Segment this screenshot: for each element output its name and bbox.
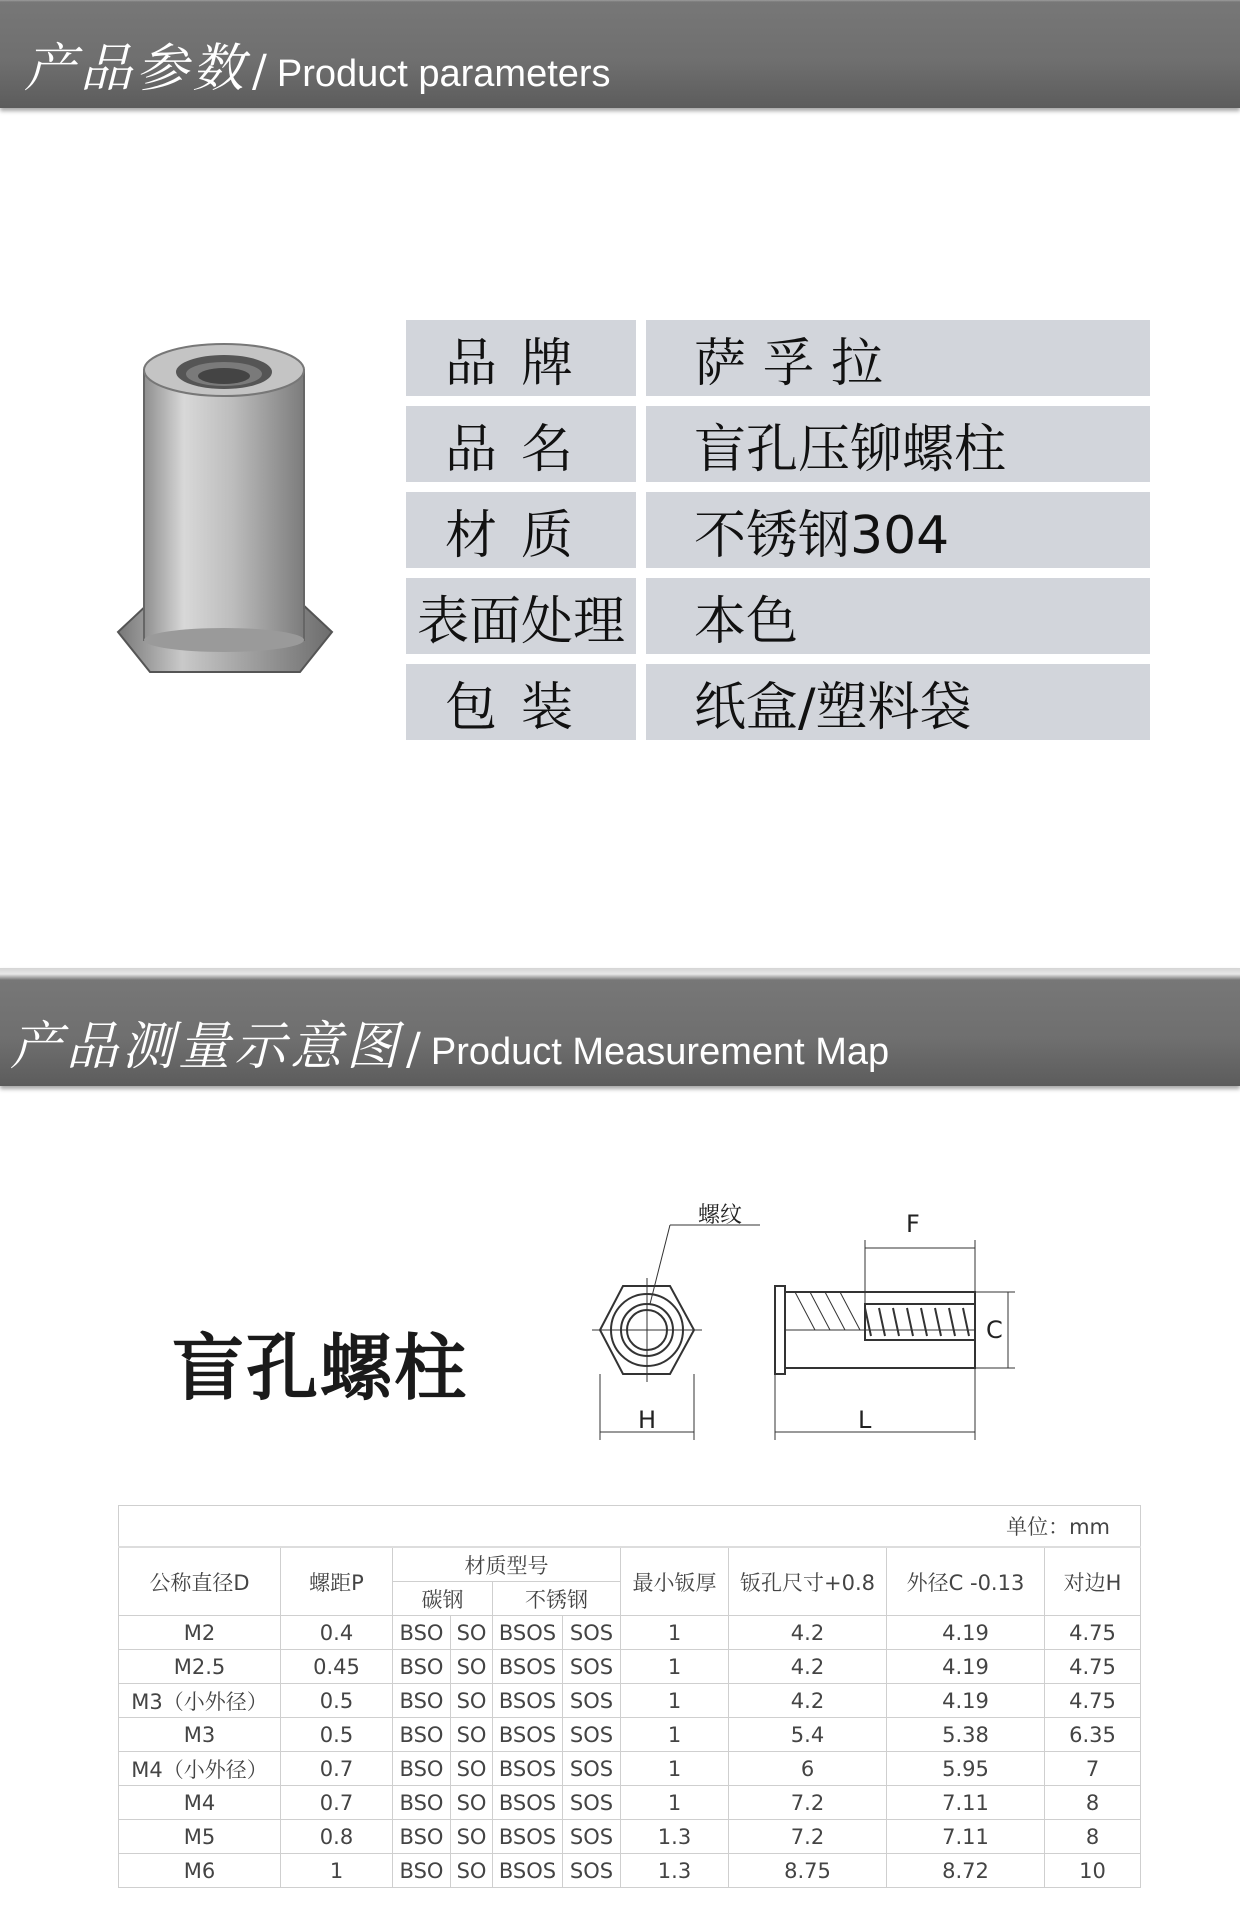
param-value: 盲孔压铆螺柱: [646, 406, 1150, 482]
table-cell: 7.2: [729, 1820, 887, 1854]
header-material: 材质型号: [393, 1547, 621, 1582]
table-row: [119, 1786, 1141, 1820]
table-cell: SOS: [563, 1684, 621, 1718]
table-row: [119, 1752, 1141, 1786]
section-header-parameters: [0, 0, 1240, 108]
table-cell: 1: [621, 1616, 729, 1650]
table-cell: 5.4: [729, 1718, 887, 1752]
param-row-packaging: [406, 664, 1150, 740]
table-cell: M2.5: [119, 1650, 281, 1684]
table-cell: BSOS: [493, 1684, 563, 1718]
dim-f-label: F: [906, 1210, 920, 1238]
table-cell: BSOS: [493, 1616, 563, 1650]
table-cell: 0.5: [281, 1684, 393, 1718]
table-cell: 4.19: [887, 1616, 1045, 1650]
table-cell: 7.11: [887, 1820, 1045, 1854]
table-cell: BSOS: [493, 1820, 563, 1854]
section-title-en: Product parameters: [276, 53, 611, 95]
dim-c-label: C: [986, 1316, 1003, 1344]
table-cell: SOS: [563, 1616, 621, 1650]
table-cell: 8.72: [887, 1854, 1045, 1888]
table-cell: BSOS: [493, 1718, 563, 1752]
table-cell: SO: [451, 1684, 493, 1718]
table-cell: BSO: [393, 1786, 451, 1820]
table-cell: SOS: [563, 1854, 621, 1888]
spec-table: [118, 1505, 1141, 1888]
param-value: 本色: [646, 578, 1150, 654]
table-cell: 4.2: [729, 1650, 887, 1684]
table-cell: BSOS: [493, 1786, 563, 1820]
spec-table-body: [119, 1616, 1141, 1888]
table-cell: 0.4: [281, 1616, 393, 1650]
table-cell: BSO: [393, 1854, 451, 1888]
param-value: 纸盒/塑料袋: [646, 664, 1150, 740]
param-key: 品牌: [406, 320, 636, 396]
table-cell: 6.35: [1045, 1718, 1141, 1752]
table-cell: 6: [729, 1752, 887, 1786]
param-key: 材质: [406, 492, 636, 568]
table-row: [119, 1854, 1141, 1888]
param-row-material: [406, 492, 1150, 568]
param-value: 萨 孚 拉: [646, 320, 1150, 396]
table-cell: SO: [451, 1616, 493, 1650]
table-cell: 1: [621, 1718, 729, 1752]
param-row-name: [406, 406, 1150, 482]
parameter-table: [406, 320, 1150, 750]
header-pitch: 螺距P: [281, 1547, 393, 1616]
table-row: [119, 1616, 1141, 1650]
table-cell: 1: [281, 1854, 393, 1888]
blind-standoff-image: [110, 340, 340, 710]
table-cell: BSO: [393, 1684, 451, 1718]
table-cell: 1: [621, 1786, 729, 1820]
table-cell: M6: [119, 1854, 281, 1888]
table-cell: 4.75: [1045, 1616, 1141, 1650]
param-row-finish: [406, 578, 1150, 654]
table-cell: 4.2: [729, 1684, 887, 1718]
table-row: [119, 1718, 1141, 1752]
table-cell: M2: [119, 1616, 281, 1650]
table-cell: 1.3: [621, 1854, 729, 1888]
section-header-measurement: [0, 968, 1240, 1086]
table-cell: M5: [119, 1820, 281, 1854]
table-cell: 4.75: [1045, 1684, 1141, 1718]
table-cell: 0.5: [281, 1718, 393, 1752]
measurement-diagram: [590, 1200, 1030, 1450]
table-cell: BSOS: [493, 1752, 563, 1786]
header-min-thickness: 最小钣厚: [621, 1547, 729, 1616]
table-cell: M3（小外径）: [119, 1684, 281, 1718]
header-outer: 外径C -0.13: [887, 1547, 1045, 1616]
unit-label: 单位：mm: [119, 1506, 1141, 1548]
table-cell: SOS: [563, 1650, 621, 1684]
table-cell: 4.2: [729, 1616, 887, 1650]
param-key: 表面处理: [406, 578, 636, 654]
table-cell: M4: [119, 1786, 281, 1820]
table-cell: 10: [1045, 1854, 1141, 1888]
table-cell: BSO: [393, 1650, 451, 1684]
table-cell: SO: [451, 1718, 493, 1752]
header-hole: 钣孔尺寸+0.8: [729, 1547, 887, 1616]
table-cell: M4（小外径）: [119, 1752, 281, 1786]
table-cell: 0.7: [281, 1786, 393, 1820]
table-cell: 8.75: [729, 1854, 887, 1888]
table-cell: 5.38: [887, 1718, 1045, 1752]
title-slash: /: [406, 1024, 421, 1075]
table-cell: 4.75: [1045, 1650, 1141, 1684]
table-row: [119, 1820, 1141, 1854]
header-carbon: 碳钢: [393, 1582, 493, 1616]
table-cell: 1: [621, 1650, 729, 1684]
table-cell: SO: [451, 1820, 493, 1854]
table-cell: M3: [119, 1718, 281, 1752]
table-row: [119, 1650, 1141, 1684]
table-cell: 7.2: [729, 1786, 887, 1820]
table-cell: 1: [621, 1684, 729, 1718]
table-cell: BSO: [393, 1820, 451, 1854]
table-cell: 0.45: [281, 1650, 393, 1684]
section-title-cn: 产品参数: [24, 39, 249, 99]
table-cell: 1: [621, 1752, 729, 1786]
table-cell: SOS: [563, 1820, 621, 1854]
table-cell: 0.7: [281, 1752, 393, 1786]
product-title: 盲孔螺柱: [172, 1326, 469, 1410]
table-cell: 4.19: [887, 1684, 1045, 1718]
table-cell: SO: [451, 1854, 493, 1888]
table-cell: SO: [451, 1650, 493, 1684]
param-key: 品名: [406, 406, 636, 482]
table-cell: 0.8: [281, 1820, 393, 1854]
table-cell: SOS: [563, 1718, 621, 1752]
param-row-brand: [406, 320, 1150, 396]
title-slash: /: [252, 46, 267, 97]
table-cell: 1.3: [621, 1820, 729, 1854]
table-cell: BSO: [393, 1718, 451, 1752]
table-cell: BSO: [393, 1616, 451, 1650]
header-diameter: 公称直径D: [119, 1547, 281, 1616]
table-cell: SOS: [563, 1752, 621, 1786]
table-cell: SOS: [563, 1786, 621, 1820]
section-title-en: Product Measurement Map: [430, 1031, 890, 1073]
table-cell: 5.95: [887, 1752, 1045, 1786]
table-cell: 7.11: [887, 1786, 1045, 1820]
table-cell: SO: [451, 1786, 493, 1820]
table-cell: BSO: [393, 1752, 451, 1786]
header-across: 对边H: [1045, 1547, 1141, 1616]
dim-l-label: L: [858, 1406, 872, 1434]
table-row: [119, 1684, 1141, 1718]
table-cell: 7: [1045, 1752, 1141, 1786]
header-stainless: 不锈钢: [493, 1582, 621, 1616]
table-cell: 8: [1045, 1786, 1141, 1820]
table-cell: BSOS: [493, 1854, 563, 1888]
param-value: 不锈钢304: [646, 492, 1150, 568]
param-key: 包装: [406, 664, 636, 740]
dim-h-label: H: [638, 1406, 657, 1434]
table-cell: 4.19: [887, 1650, 1045, 1684]
table-cell: BSOS: [493, 1650, 563, 1684]
thread-label: 螺纹: [698, 1203, 743, 1228]
section-title-cn: 产品测量示意图: [10, 1017, 403, 1077]
table-cell: 8: [1045, 1820, 1141, 1854]
table-cell: SO: [451, 1752, 493, 1786]
